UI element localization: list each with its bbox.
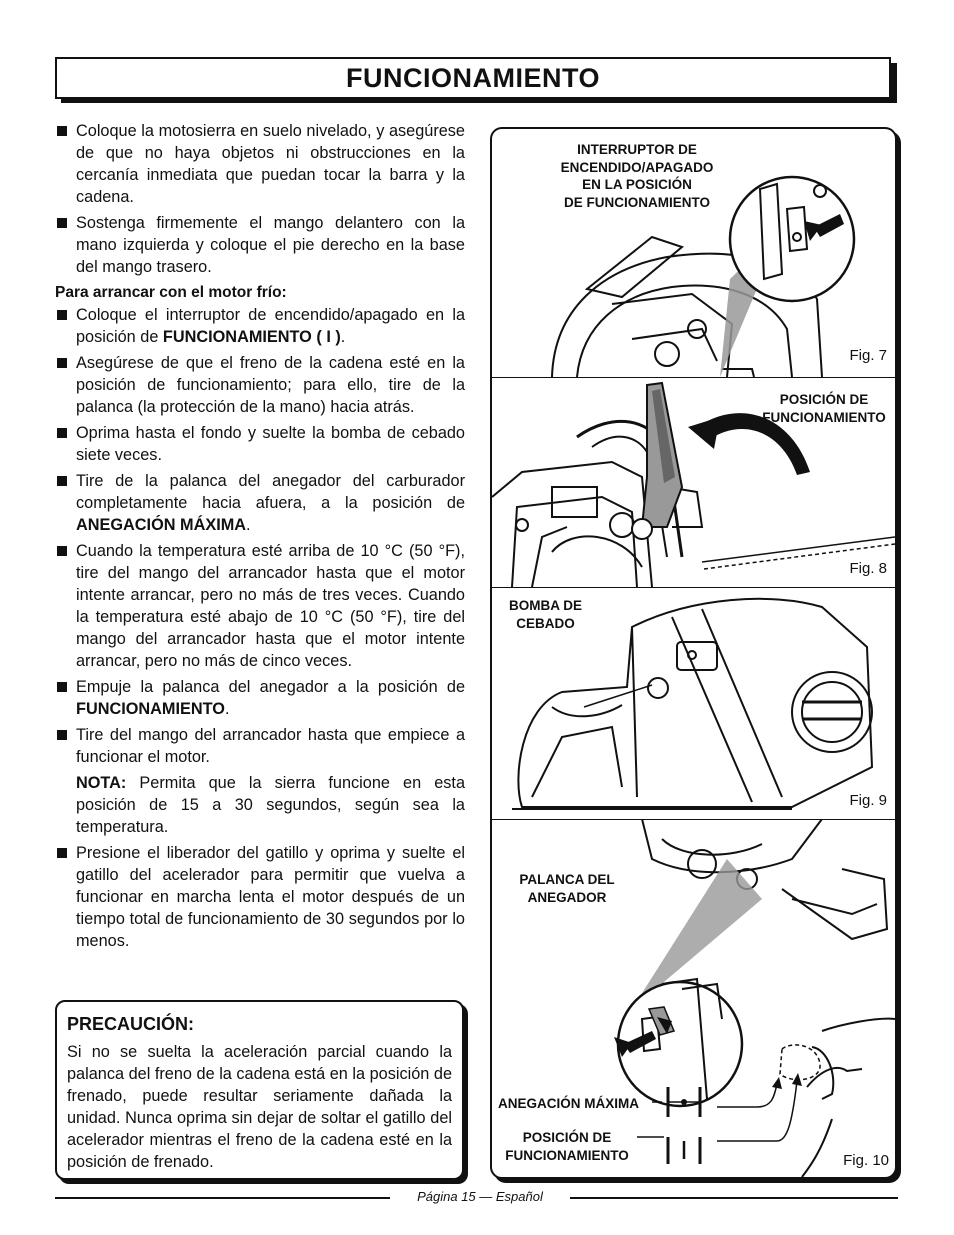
page-title: FUNCIONAMIENTO [346,62,600,93]
caution-text: Si no se suelta la aceleración parcial cuando la palanca del freno de la cadena está en la posición de frenado, puede resultar seriamente dañada la unidad. Nunca oprima sin dejar de soltar el gatillo del acelerador mientras el freno de la cadena esté en la posición de frenado. [67,1043,452,1171]
fig7-caption: Fig. 7 [849,347,887,364]
bullet-item: Tire de la palanca del anegador del carburador completamente hacia afuera, a la posición de ANEGACIÓN MÁXIMA. [55,470,465,536]
bullet-item: Presione el liberador del gatillo y oprima y suelte el gatillo del acelerador para permitir que vuelva a funcionar en marcha lenta el motor después de un tiempo total de funcionamiento de 30 segundos por lo menos. [55,842,465,952]
bullet-square-icon [57,358,67,368]
figure-panel [490,127,897,1179]
bullet-square-icon [57,730,67,740]
bullet-square-icon [57,682,67,692]
fig10-choke-label: PALANCA DEL ANEGADOR [519,872,615,905]
fig8-caption: Fig. 8 [849,560,887,577]
fig10-run-position-label: POSICIÓN DE FUNCIONAMIENTO [505,1130,629,1163]
fig8-label: POSICIÓN DE FUNCIONAMIENTO [762,392,886,425]
instructions-column [55,120,465,956]
cold-start-heading: Para arrancar con el motor frío: [55,284,287,301]
figure-9 [492,587,895,820]
footer-rule-right [570,1197,898,1199]
note-paragraph: NOTA: Permita que la sierra funcione en esta posición de 15 a 30 segundos, según sea la temperatura. [76,774,465,836]
fig10-max-choke-label: ANEGACIÓN MÁXIMA [498,1096,639,1111]
bullet-square-icon [57,476,67,486]
bullet-square-icon [57,218,67,228]
footer-rule-left [55,1197,390,1199]
fig9-caption: Fig. 9 [849,792,887,809]
caution-heading: PRECAUCIÓN: [67,1014,195,1034]
bullet-square-icon [57,848,67,858]
page-title-banner [55,57,893,101]
bullet-square-icon [57,126,67,136]
figure-10 [492,819,895,1177]
fig10-caption: Fig. 10 [843,1152,889,1169]
bullet-item: Sostenga firmemente el mango delantero con la mano izquierda y coloque el pie derecho en la base del mango trasero. [55,212,465,278]
figure-8 [492,377,895,588]
bullet-square-icon [57,310,67,320]
fig9-label: BOMBA DE CEBADO [509,598,582,631]
bullet-item: Tire del mango del arrancador hasta que empiece a funcionar el motor. [55,724,465,768]
figure-7 [492,129,895,378]
bullet-item: Oprima hasta el fondo y suelte la bomba de cebado siete veces. [55,422,465,466]
bullet-item: Coloque el interruptor de encendido/apagado en la posición de FUNCIONAMIENTO ( I ). [55,304,465,348]
bullet-square-icon [57,428,67,438]
page-footer: Página 15 — Español [417,1189,543,1204]
bullet-item: Asegúrese de que el freno de la cadena esté en la posición de funcionamiento; para ello, tire de la palanca (la protección de la mano) hacia atrás. [55,352,465,418]
bullet-item: Empuje la palanca del anegador a la posición de FUNCIONAMIENTO. [55,676,465,720]
bullet-item: Cuando la temperatura esté arriba de 10 °C (50 °F), tire del mango del arrancador hasta que el motor intente arrancar, pero no más de tres veces. Cuando la temperatura esté abajo de 10 °C (50 °F), tire del mango del arrancador hasta que el motor intente arrancar, pero no más de cinco veces. [55,540,465,672]
title-box [55,57,891,99]
bullet-item: Coloque la motosierra en suelo nivelado, y asegúrese de que no haya objetos ni obstrucciones en la cercanía inmediata que puedan tocar la barra y la cadena. [55,120,465,208]
bullet-square-icon [57,546,67,556]
fig7-label: INTERRUPTOR DE ENCENDIDO/APAGADO EN LA POSICIÓN DE FUNCIONAMIENTO [560,142,714,210]
caution-box [55,1000,464,1180]
